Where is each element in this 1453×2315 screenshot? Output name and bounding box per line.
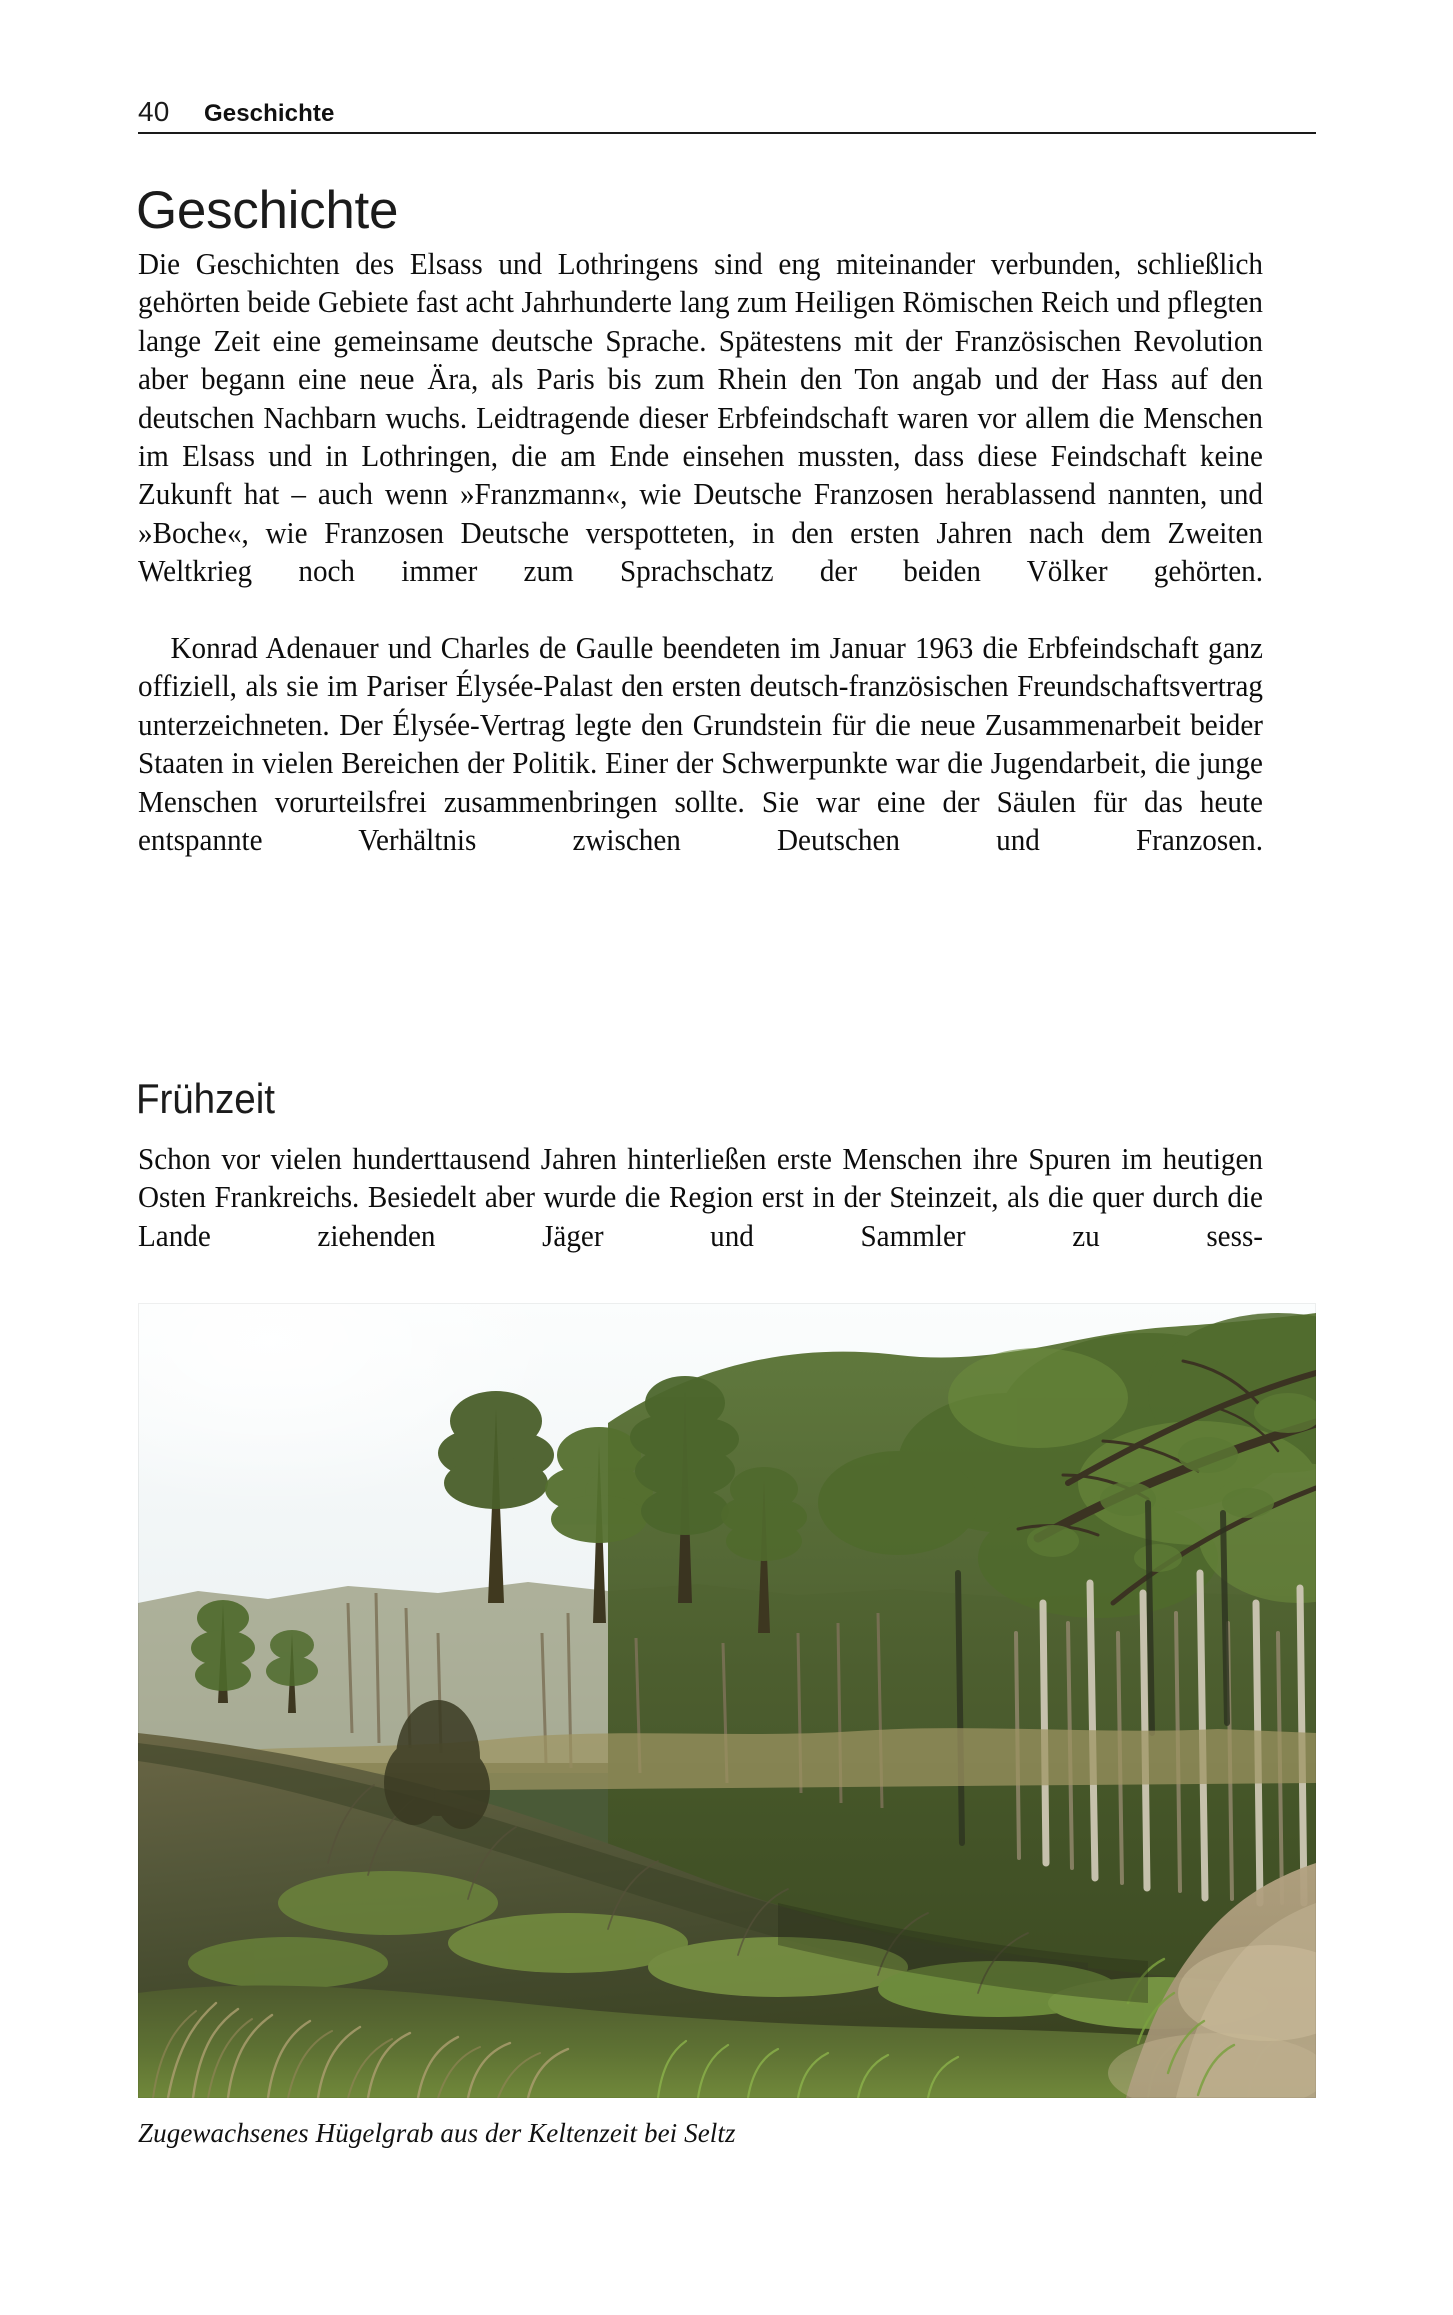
page-number: 40 [138, 96, 170, 127]
body-text-block-fruehzeit [138, 1140, 1263, 1294]
figure-caption: Zugewachsenes Hügelgrab aus der Keltenzeit bei Seltz [138, 2118, 736, 2148]
running-header-title: Geschichte [204, 100, 335, 127]
chapter-title: Geschichte [136, 180, 399, 240]
photo-huegelgrab-seltz [138, 1303, 1316, 2098]
running-header [138, 96, 1316, 128]
section-heading-fruehzeit: Frühzeit [136, 1074, 275, 1122]
body-text-block-intro [138, 245, 1263, 898]
paragraph-intro-1: Die Geschichten des Elsass und Lothringens sind eng miteinander verbunden, schließlich gehörten beide Gebiete fast acht Jahrhunderte lang zum Heiligen Römischen Reich und pflegten lange Zeit eine gemeinsame deutsche Sprache. Spätestens mit der Französischen Revolution aber begann eine neue Ära, als Paris bis zum Rhein den Ton angab und der Hass auf den deutschen Nachbarn wuchs. Leidtragende dieser Erbfeindschaft waren vor allem die Menschen im Elsass und in Lothringen, die am Ende einsehen mussten, dass diese Feindschaft keine Zukunft hat – auch wenn »Franzmann«, wie Deutsche Franzosen herablassend nannten, und »Boche«, wie Franzosen Deutsche verspotteten, in den ersten Jahren nach dem Zweiten Weltkrieg noch immer zum Sprachschatz der beiden Völker gehörten. [138, 247, 1263, 589]
header-divider-rule [138, 132, 1316, 134]
paragraph-intro-2: Konrad Adenauer und Charles de Gaulle beendeten im Januar 1963 die Erbfeindschaft ganz offiziell, als sie im Pariser Élysée-Palast den ersten deutsch-französischen Freundschaftsvertrag unterzeichneten. Der Élysée-Vertrag legte den Grundstein für die neue Zusammenarbeit beider Staaten in vielen Bereichen der Politik. Einer der Schwerpunkte war die Jugendarbeit, die junge Menschen vorurteilsfrei zusammenbringen sollte. Sie war eine der Säulen für das heute entspannte Verhältnis zwischen Deutschen und Franzosen. [138, 631, 1263, 858]
paragraph-fruehzeit-1: Schon vor vielen hunderttausend Jahren hinterließen erste Menschen ihre Spuren im heutigen Osten Frankreichs. Besiedelt aber wurde die Region erst in der Steinzeit, als die quer durch die Lande ziehenden Jäger und Sammler zu sess- [138, 1142, 1263, 1253]
figure-huegelgrab [138, 1303, 1316, 2150]
